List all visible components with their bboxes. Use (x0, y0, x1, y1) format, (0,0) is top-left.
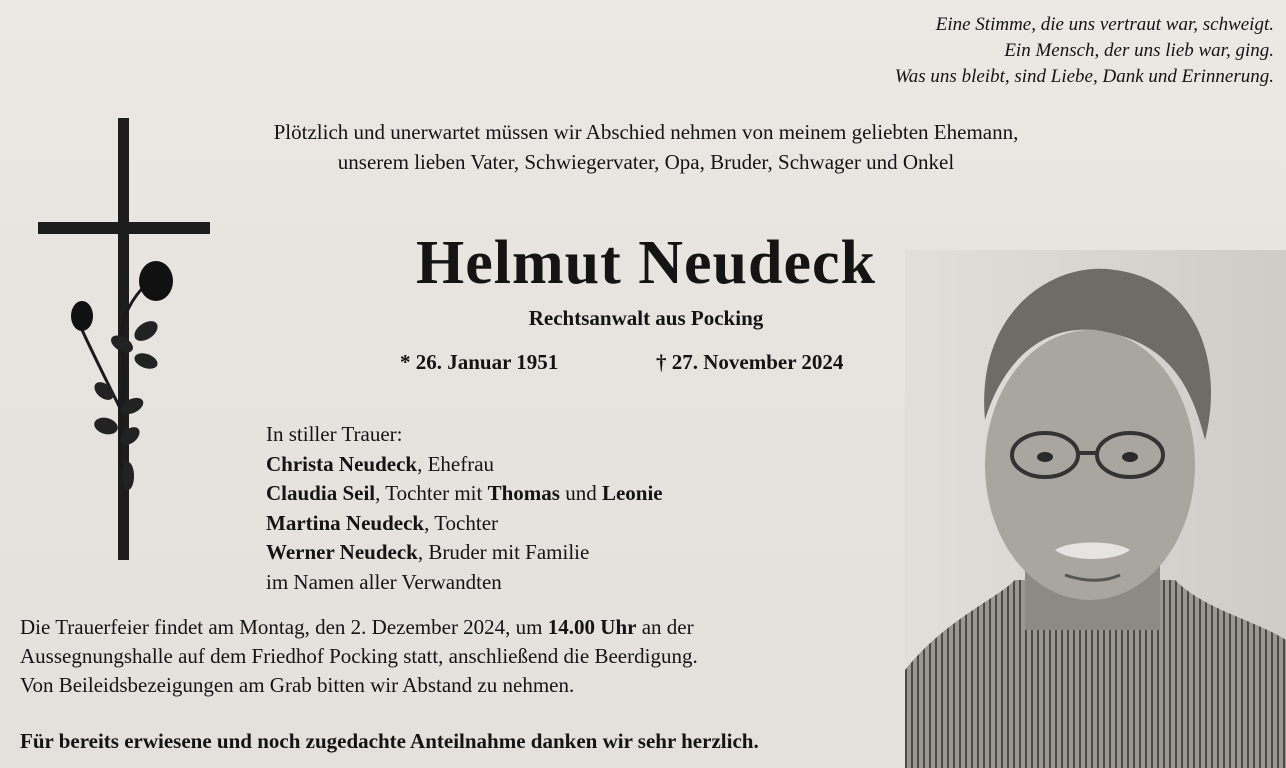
mourners-list (266, 420, 663, 597)
mourner-name: Martina Neudeck (266, 510, 425, 535)
intro-line: Plötzlich und unerwartet müssen wir Abschied nehmen von meinem geliebten Ehemann, (273, 120, 1019, 144)
intro-line: unserem lieben Vater, Schwiegervater, Opa, Bruder, Schwager und Onkel (337, 150, 955, 174)
birth-date: * 26. Januar 1951 (400, 350, 559, 374)
death-date: † 27. November 2024 (656, 350, 844, 374)
ceremony-line (20, 613, 698, 642)
mourners-closing: im Namen aller Verwandten (266, 569, 502, 594)
thanks-text: Für bereits erwiesene und noch zugedachte Anteilnahme danken wir sehr herzlich. (20, 729, 759, 753)
ceremony-text: an der (636, 615, 694, 639)
mourner-relation: , Bruder mit Familie (417, 540, 590, 564)
poem-line: Ein Mensch, der uns lieb war, ging. (1004, 40, 1274, 61)
mourner-line (266, 479, 663, 509)
ceremony-line: Von Beileidsbezeigungen am Grab bitten wir Abstand zu nehmen. (20, 673, 575, 697)
ceremony-line: Aussegnungshalle auf dem Friedhof Pocking statt, anschließend die Beerdigung. (20, 644, 698, 668)
mourner-relation: , Tochter mit (375, 481, 488, 505)
mourner-line (266, 538, 663, 568)
mourner-line (266, 450, 663, 480)
mourner-relation: und (559, 481, 602, 505)
poem-line: Eine Stimme, die uns vertraut war, schweigt. (935, 14, 1274, 35)
poem-line: Was uns bleibt, sind Liebe, Dank und Erinnerung. (894, 66, 1274, 87)
ceremony-time: 14.00 Uhr (547, 615, 637, 639)
poem (895, 12, 1274, 90)
deceased-name: Helmut Neudeck (415, 229, 877, 297)
cross-with-rose-icon (34, 116, 214, 566)
ceremony-text: Die Trauerfeier findet am Montag, den 2. Dezember 2024, um (20, 615, 548, 639)
mourner-name: Leonie (601, 481, 663, 505)
mourner-name: Claudia Seil (266, 481, 376, 505)
portrait-photo (905, 250, 1286, 768)
mourner-name: Werner Neudeck (266, 540, 418, 564)
mourner-relation: , Tochter (424, 510, 499, 535)
ceremony-notice (20, 613, 698, 700)
deceased-profession: Rechtsanwalt aus Pocking (528, 306, 764, 330)
mourner-line (266, 509, 663, 539)
mourner-name: Thomas (487, 481, 560, 505)
mourners-heading: In stiller Trauer: (266, 422, 403, 446)
mourner-name: Christa Neudeck (266, 451, 418, 476)
mourner-relation: , Ehefrau (417, 451, 495, 476)
